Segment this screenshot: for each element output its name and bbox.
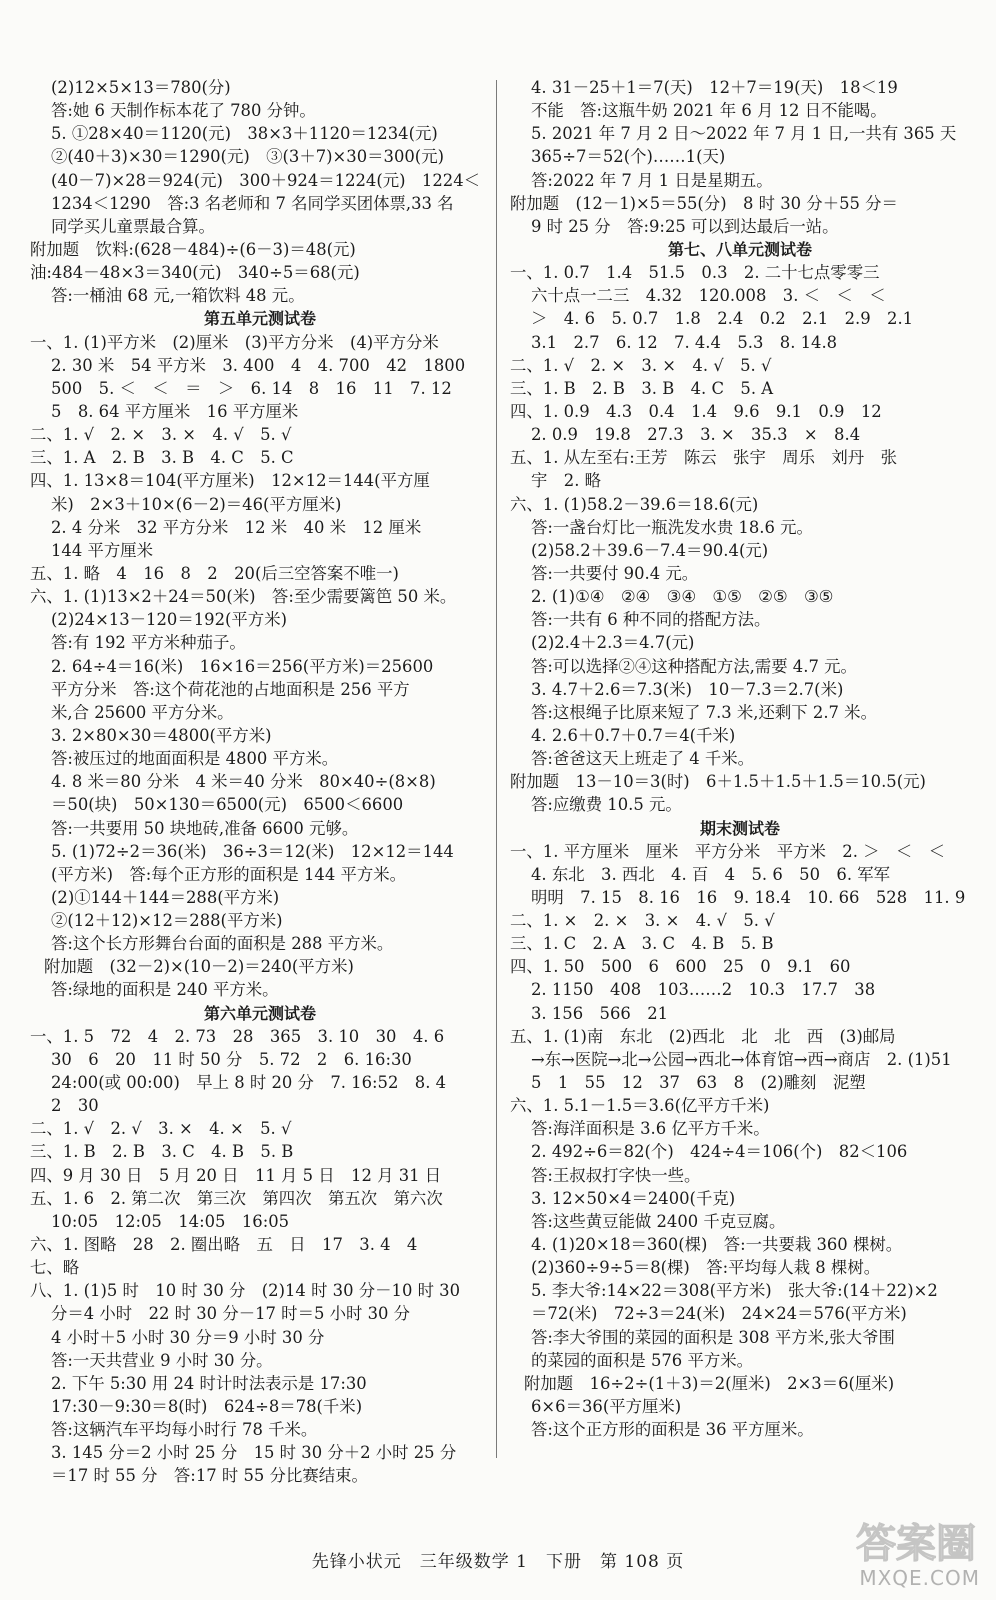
page-footer: 先锋小状元 三年级数学 1 下册 第 108 页 <box>311 1552 685 1572</box>
section-heading: 第五单元测试卷 <box>203 309 316 329</box>
answer-line: 米) 2×3＋10×(6－2)＝46(平方厘米) <box>51 494 342 514</box>
answer-line: ②(40＋3)×30＝1290(元) ③(3＋7)×30＝300(元) <box>51 147 444 167</box>
answer-line: 一、1. 0.7 1.4 51.5 0.3 2. 二十七点零零三 <box>510 263 880 283</box>
section-heading: 第七、八单元测试卷 <box>667 239 812 259</box>
answer-line: 4. 8 米＝80 分米 4 米＝40 分米 80×40÷(8×8) <box>51 772 436 792</box>
answer-line: 答:爸爸这天上班走了 4 千米。 <box>531 749 755 769</box>
answer-line: 二、1. √ 2. √ 3. × 4. × 5. √ <box>30 1119 292 1139</box>
answer-line: 2. (1)①④ ②④ ③④ ①⑤ ②⑤ ③⑤ <box>531 587 834 607</box>
answer-line: 附加题 饮料:(628－484)÷(6－3)＝48(元) <box>30 239 356 259</box>
answer-line: 答:李大爷围的菜园的面积是 308 平方米,张大爷围 <box>531 1327 895 1347</box>
answer-line: 144 平方厘米 <box>51 540 154 560</box>
answer-line: 3. 145 分＝2 小时 25 分 15 时 30 分＋2 小时 25 分 <box>51 1443 457 1463</box>
answer-line: 答:海洋面积是 3.6 亿平方千米。 <box>531 1119 770 1139</box>
answer-line: 附加题 13－10＝3(时) 6＋1.5＋1.5＋1.5＝10.5(元) <box>510 772 926 792</box>
answer-line: 同学买儿童票最合算。 <box>51 216 215 236</box>
answer-line: 答:王叔叔打字快一些。 <box>531 1165 701 1185</box>
answer-line: 四、1. 0.9 4.3 0.4 1.4 9.6 9.1 0.9 12 <box>510 401 882 421</box>
answer-line: 答:有 192 平方米种茄子。 <box>51 633 246 653</box>
answer-line: 2. 64÷4＝16(米) 16×16＝256(平方米)＝25600 <box>51 656 434 676</box>
answer-line: 答:可以选择②④这种搭配方法,需要 4.7 元。 <box>531 656 857 676</box>
answer-line: 9 时 25 分 答:9:25 可以到达最后一站。 <box>531 216 839 236</box>
answer-line: 2. 下午 5:30 用 24 时计时法表示是 17:30 <box>51 1373 367 1393</box>
watermark-text: MXQE.COM <box>859 1566 980 1590</box>
right-column <box>510 76 970 1441</box>
answer-line: 4. (1)20×18＝360(棵) 答:一共要栽 360 棵树。 <box>531 1235 903 1255</box>
watermark-logo-mark: 答案圈 <box>856 1521 976 1567</box>
answer-line: 5. 李大爷:14×22＝308(平方米) 张大爷:(14＋22)×2 <box>531 1281 938 1301</box>
answer-line: 分＝4 小时 22 时 30 分－17 时＝5 小时 30 分 <box>51 1304 411 1324</box>
answer-line: 六、1. (1)58.2－39.6＝18.6(元) <box>510 494 759 514</box>
answer-line: 宇 2. 略 <box>531 471 602 491</box>
answer-line: 一、1. 5 72 4 2. 73 28 365 3. 10 30 4. 6 <box>30 1026 445 1046</box>
answer-line: 2. 0.9 19.8 27.3 3. × 35.3 × 8.4 <box>531 425 861 445</box>
answer-line: 答:一盏台灯比一瓶洗发水贵 18.6 元。 <box>531 517 813 537</box>
answer-line: 五、1. 从左至右:王芳 陈云 张宇 周乐 刘丹 张 <box>510 448 897 468</box>
answer-line: 三、1. C 2. A 3. C 4. B 5. B <box>510 934 774 954</box>
section-heading: 期末测试卷 <box>699 818 780 838</box>
answer-line: 答:这辆汽车平均每小时行 78 千米。 <box>51 1420 318 1440</box>
answer-line: 24:00(或 00:00) 早上 8 时 20 分 7. 16:52 8. 4 <box>51 1073 447 1093</box>
answer-line: →东→医院→北→公园→西北→体育馆→西→商店 2. (1)51 <box>531 1049 952 1069</box>
section-heading: 第六单元测试卷 <box>203 1003 316 1023</box>
answer-line: 答:绿地的面积是 240 平方米。 <box>51 980 279 1000</box>
answer-line: 2. 1150 408 103……2 10.3 17.7 38 <box>531 980 876 1000</box>
answer-line: 二、1. √ 2. × 3. × 4. √ 5. √ <box>510 355 772 375</box>
answer-line: 八、1. (1)5 时 10 时 30 分 (2)14 时 30 分－10 时 30 <box>30 1281 461 1301</box>
answer-line: 四、1. 50 500 6 600 25 0 9.1 60 <box>510 957 851 977</box>
answer-line: 附加题 (32－2)×(10－2)＝240(平方米) <box>44 957 354 977</box>
answer-line: 5. 2021 年 7 月 2 日～2022 年 7 月 1 日,一共有 365 天 <box>531 124 957 144</box>
answer-line: 六十点一二三 4.32 120.008 3. ＜ ＜ ＜ <box>531 286 886 306</box>
answer-line: 二、1. × 2. × 3. × 4. √ 5. √ <box>510 911 775 931</box>
answer-line: 17:30－9:30＝8(时) 624÷8＝78(千米) <box>51 1397 363 1417</box>
answer-line: 2. 4 分米 32 平方分米 12 米 40 米 12 厘米 <box>51 517 422 537</box>
answer-line: (2)2.4＋2.3＝4.7(元) <box>531 633 695 653</box>
answer-line: 答:一共有 6 种不同的搭配方法。 <box>531 610 771 630</box>
answer-line: 油:484－48×3＝340(元) 340÷5＝68(元) <box>30 263 360 283</box>
answer-line: 4. 东北 3. 西北 4. 百 4 5. 6 50 6. 军军 <box>531 864 891 884</box>
answer-line: 500 5. ＜ ＜ ＝ ＞ 6. 14 8 16 11 7. 12 <box>51 378 452 398</box>
answer-line: 一、1. (1)平方米 (2)厘米 (3)平方分米 (4)平方分米 <box>30 332 439 352</box>
answer-line: 五、1. (1)南 东北 (2)西北 北 北 西 (3)邮局 <box>510 1026 896 1046</box>
answer-line: 七、略 <box>30 1258 80 1278</box>
answer-line: 4 小时＋5 小时 30 分＝9 小时 30 分 <box>51 1327 325 1347</box>
answer-line: 附加题 16÷2÷(1＋3)＝2(厘米) 2×3＝6(厘米) <box>524 1373 895 1393</box>
answer-line: 4. 31－25＋1＝7(天) 12＋7＝19(天) 18＜19 <box>531 78 898 97</box>
answer-line: ②(12＋12)×12＝288(平方米) <box>51 911 283 931</box>
answer-line: 附加题 (12－1)×5＝55(分) 8 时 30 分＋55 分＝ <box>510 193 898 213</box>
answer-line: 五、1. 略 4 16 8 2 20(后三空答案不唯一) <box>30 563 399 583</box>
answer-line: (2)12×5×13＝780(分) <box>51 78 231 97</box>
answer-line: 六、1. 5.1－1.5＝3.6(亿平方千米) <box>510 1096 770 1116</box>
answer-line: 一、1. 平方厘米 厘米 平方分米 平方米 2. ＞ ＜ ＜ <box>510 841 946 861</box>
answer-line: 答:一共要付 90.4 元。 <box>531 563 699 583</box>
answer-line: (2)360÷9÷5＝8(棵) 答:平均每人栽 8 棵树。 <box>531 1258 881 1278</box>
answer-line: 六、1. (1)13×2＋24＝50(米) 答:至少需要篱笆 50 米。 <box>30 587 457 607</box>
answer-line: 不能 答:这瓶牛奶 2021 年 6 月 12 日不能喝。 <box>531 101 887 121</box>
answer-line: 六、1. 图略 28 2. 圈出略 五 日 17 3. 4 4 <box>30 1235 418 1255</box>
answer-line: 明明 7. 15 8. 16 16 9. 18.4 10. 66 528 11. 9 <box>531 887 966 907</box>
answer-line: ＝17 时 55 分 答:17 时 55 分比赛结束。 <box>51 1466 368 1486</box>
answer-line: 答:这根绳子比原来短了 7.3 米,还剩下 2.7 米。 <box>531 702 877 722</box>
answer-line: 五、1. 6 2. 第二次 第三次 第四次 第五次 第六次 <box>30 1188 443 1208</box>
answer-line: 的菜园的面积是 576 平方米。 <box>531 1350 754 1370</box>
answer-line: 5 1 55 12 37 63 8 (2)雕刻 泥塑 <box>531 1073 866 1093</box>
answer-line: (2)24×13－120＝192(平方米) <box>51 610 287 630</box>
answer-line: 2 30 <box>51 1096 99 1116</box>
answer-line: 3. 4.7＋2.6＝7.3(米) 10－7.3＝2.7(米) <box>531 679 844 699</box>
answer-line: 4. 2.6＋0.7＋0.7＝4(千米) <box>531 725 736 745</box>
answer-line: 米,合 25600 平方分米。 <box>51 702 234 722</box>
answer-line: 答:这些黄豆能做 2400 千克豆腐。 <box>531 1211 786 1231</box>
answer-line: (平方米) 答:每个正方形的面积是 144 平方米。 <box>51 864 407 884</box>
answer-line: 四、1. 13×8＝104(平方厘米) 12×12＝144(平方厘 <box>30 471 430 491</box>
answer-line: 30 6 20 11 时 50 分 5. 72 2 6. 16:30 <box>51 1049 412 1069</box>
column-divider <box>496 80 497 1458</box>
answer-line: ＝72(米) 72÷3＝24(米) 24×24＝576(平方米) <box>531 1304 907 1324</box>
answer-line: 5. (1)72÷2＝36(米) 36÷3＝12(米) 12×12＝144 <box>51 841 454 861</box>
answer-line: 答:一桶油 68 元,一箱饮料 48 元。 <box>51 286 305 306</box>
answer-line: 答:被压过的地面面积是 4800 平方米。 <box>51 749 339 769</box>
answer-line: (40－7)×28＝924(元) 300＋924＝1224(元) 1224＜ <box>51 170 481 190</box>
answer-line: 6×6＝36(平方厘米) <box>531 1397 682 1417</box>
answer-line: 答:这个正方形的面积是 36 平方厘米。 <box>531 1420 814 1440</box>
answer-line: 5. ①28×40＝1120(元) 38×3＋1120＝1234(元) <box>51 124 438 144</box>
answer-line: 三、1. A 2. B 3. B 4. C 5. C <box>30 448 294 468</box>
answer-line: 10:05 12:05 14:05 16:05 <box>51 1211 290 1231</box>
answer-line: 3. 2×80×30＝4800(平方米) <box>51 725 272 745</box>
answer-line: 5 8. 64 平方厘米 16 平方厘米 <box>51 401 299 421</box>
answer-line: 2. 492÷6＝82(个) 424÷4＝106(个) 82＜106 <box>531 1142 908 1162</box>
answer-line: 3. 12×50×4＝2400(千克) <box>531 1188 736 1208</box>
answer-line: 平方分米 答:这个荷花池的占地面积是 256 平方 <box>51 679 410 699</box>
answer-line: (2)①144＋144＝288(平方米) <box>51 887 280 907</box>
answer-line: 四、9 月 30 日 5 月 20 日 11 月 5 日 12 月 31 日 <box>30 1165 442 1185</box>
answer-line: 答:应缴费 10.5 元。 <box>531 795 682 815</box>
answer-line: 答:2022 年 7 月 1 日是星期五。 <box>531 170 773 190</box>
watermark-logo <box>834 1512 984 1592</box>
answer-line: 三、1. B 2. B 3. B 4. C 5. A <box>510 378 774 398</box>
answer-line: 1234＜1290 答:3 名老师和 7 名同学买团体票,33 名 <box>51 193 454 213</box>
left-column <box>30 76 490 1488</box>
answer-line: 答:一天共营业 9 小时 30 分。 <box>51 1350 273 1370</box>
answer-line: 3.1 2.7 6. 12 7. 4.4 5.3 8. 14.8 <box>531 332 838 352</box>
answer-line: ＝50(块) 50×130＝6500(元) 6500＜6600 <box>51 795 404 815</box>
answer-line: 三、1. B 2. B 3. C 4. B 5. B <box>30 1142 294 1162</box>
answer-line: 答:她 6 天制作标本花了 780 分钟。 <box>51 101 316 121</box>
answer-line: 3. 156 566 21 <box>531 1003 669 1023</box>
answer-line: 答:这个长方形舞台台面的面积是 288 平方米。 <box>51 934 394 954</box>
answer-line: 答:一共要用 50 块地砖,准备 6600 元够。 <box>51 818 359 838</box>
answer-line: (2)58.2＋39.6－7.4＝90.4(元) <box>531 540 769 560</box>
answer-line: ＞ 4. 6 5. 0.7 1.8 2.4 0.2 2.1 2.9 2.1 <box>531 309 914 329</box>
answer-line: 二、1. √ 2. × 3. × 4. √ 5. √ <box>30 425 292 445</box>
answer-line: 2. 30 米 54 平方米 3. 400 4 4. 700 42 1800 <box>51 355 466 375</box>
answer-line: 365÷7＝52(个)……1(天) <box>531 147 726 167</box>
